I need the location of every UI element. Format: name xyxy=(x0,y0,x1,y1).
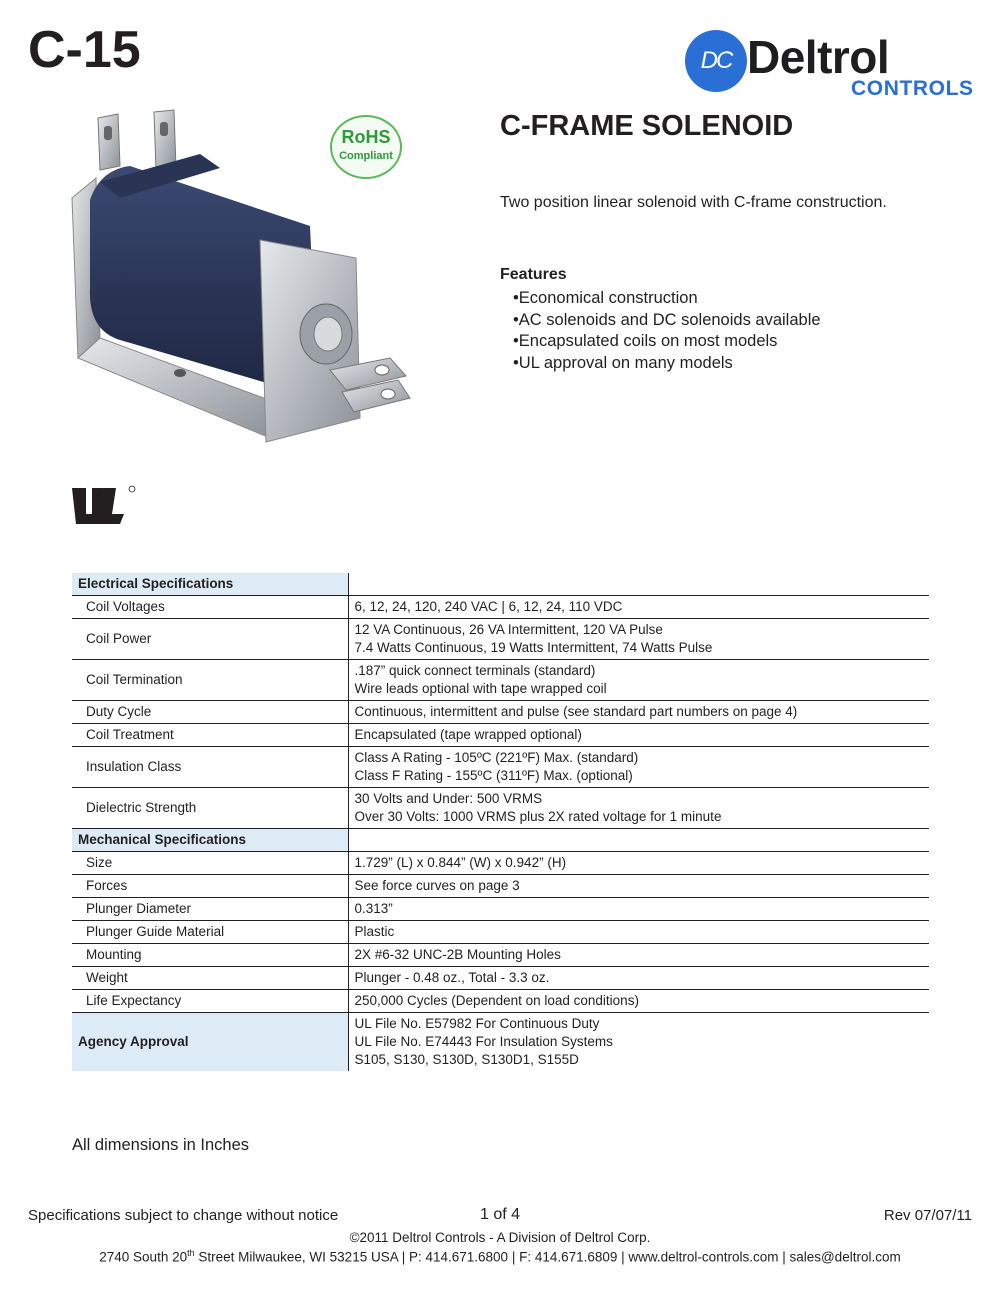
footer-address xyxy=(0,1248,1000,1265)
spec-label: Dielectric Strength xyxy=(72,788,348,829)
spec-value-line: S105, S130, S130D, S130D1, S155D xyxy=(354,1052,579,1067)
product-title: C-FRAME SOLENOID xyxy=(500,110,794,142)
spec-value xyxy=(348,1013,929,1072)
footer-notice: Specifications subject to change without notice xyxy=(28,1207,339,1224)
spec-value xyxy=(348,701,929,724)
feature-item: • AC solenoids and DC solenoids available xyxy=(513,310,821,332)
deltrol-logo xyxy=(683,28,973,104)
spec-value-line: Plunger - 0.48 oz., Total - 3.3 oz. xyxy=(354,970,550,985)
spec-value xyxy=(348,921,929,944)
spec-label: Coil Voltages xyxy=(72,596,348,619)
table-row xyxy=(72,724,929,747)
spec-label: Agency Approval xyxy=(72,1013,348,1072)
spec-value-line: 0.313” xyxy=(354,901,393,916)
spec-value-line: Encapsulated (tape wrapped optional) xyxy=(354,727,582,742)
address-ordinal: th xyxy=(187,1248,195,1258)
spec-label: Mounting xyxy=(72,944,348,967)
spec-value xyxy=(348,944,929,967)
dimensions-note: All dimensions in Inches xyxy=(72,1136,250,1154)
spec-value-line: 12 VA Continuous, 26 VA Intermittent, 120 VA Pulse xyxy=(354,622,663,637)
spec-value xyxy=(348,573,929,596)
table-row xyxy=(72,944,929,967)
table-row xyxy=(72,747,929,788)
spec-label: Insulation Class xyxy=(72,747,348,788)
spec-value xyxy=(348,990,929,1013)
logo-name: Deltrol xyxy=(747,31,890,83)
spec-value xyxy=(348,967,929,990)
spec-value xyxy=(348,829,929,852)
table-row xyxy=(72,660,929,701)
spec-value xyxy=(348,619,929,660)
table-row xyxy=(72,596,929,619)
address-contact: Street Milwaukee, WI 53215 USA | P: 414.671.6800 | F: 414.671.6809 | www.deltrol-controls.com | sales@deltrol.com xyxy=(194,1249,901,1265)
spec-label: Plunger Diameter xyxy=(72,898,348,921)
table-row xyxy=(72,619,929,660)
spec-label: Size xyxy=(72,852,348,875)
table-row xyxy=(72,852,929,875)
spec-value-line: Wire leads optional with tape wrapped coil xyxy=(354,681,607,696)
rohs-label: RoHS xyxy=(341,127,391,147)
table-row xyxy=(72,875,929,898)
spec-value-line: Plastic xyxy=(354,924,395,939)
spec-label: Weight xyxy=(72,967,348,990)
mechanical-section-header xyxy=(72,829,929,852)
feature-item: • Economical construction xyxy=(513,288,821,310)
spec-value-line: UL File No. E57982 For Continuous Duty xyxy=(354,1016,600,1031)
spec-value-line: 2X #6-32 UNC-2B Mounting Holes xyxy=(354,947,561,962)
rohs-compliant-label: Compliant xyxy=(339,150,393,162)
electrical-section-header xyxy=(72,573,929,596)
features-heading: Features xyxy=(500,266,567,283)
agency-approval-row xyxy=(72,1013,929,1072)
spec-label: Coil Treatment xyxy=(72,724,348,747)
specifications-table xyxy=(72,573,929,1071)
spec-label: Forces xyxy=(72,875,348,898)
spec-value-line: Class A Rating - 105ºC (221ºF) Max. (standard) xyxy=(354,750,639,765)
spec-value-line: 30 Volts and Under: 500 VRMS xyxy=(354,791,543,806)
spec-label: Plunger Guide Material xyxy=(72,921,348,944)
table-row xyxy=(72,788,929,829)
spec-value-line: Continuous, intermittent and pulse (see standard part numbers on page 4) xyxy=(354,704,798,719)
table-row xyxy=(72,701,929,724)
spec-label: Duty Cycle xyxy=(72,701,348,724)
spec-value-line: Over 30 Volts: 1000 VRMS plus 2X rated voltage for 1 minute xyxy=(354,809,722,824)
spec-value xyxy=(348,747,929,788)
spec-value xyxy=(348,596,929,619)
spec-value-line: .187” quick connect terminals (standard) xyxy=(354,663,596,678)
table-row xyxy=(72,990,929,1013)
spec-value xyxy=(348,660,929,701)
spec-label: Coil Termination xyxy=(72,660,348,701)
ul-recognized-icon xyxy=(70,484,140,528)
spec-value xyxy=(348,788,929,829)
spec-label: Mechanical Specifications xyxy=(72,829,348,852)
spec-value-line: 1.729” (L) x 0.844” (W) x 0.942” (H) xyxy=(354,855,567,870)
rohs-badge xyxy=(330,115,402,179)
logo-subtitle: CONTROLS xyxy=(851,77,974,100)
spec-label: Life Expectancy xyxy=(72,990,348,1013)
spec-label: Coil Power xyxy=(72,619,348,660)
spec-value xyxy=(348,852,929,875)
table-row xyxy=(72,921,929,944)
page-number: 1 of 4 xyxy=(479,1206,521,1223)
spec-value xyxy=(348,898,929,921)
spec-value-line: 7.4 Watts Continuous, 19 Watts Intermittent, 74 Watts Pulse xyxy=(354,640,713,655)
table-row xyxy=(72,967,929,990)
address-street: 2740 South 20 xyxy=(99,1249,188,1265)
logo-badge-icon xyxy=(685,30,747,92)
table-row xyxy=(72,898,929,921)
spec-value-line: See force curves on page 3 xyxy=(354,878,520,893)
spec-label: Electrical Specifications xyxy=(72,573,348,596)
spec-value-line: 6, 12, 24, 120, 240 VAC | 6, 12, 24, 110 VDC xyxy=(354,599,623,614)
product-description: Two position linear solenoid with C-frame construction. xyxy=(500,194,887,211)
feature-item: • UL approval on many models xyxy=(513,353,821,375)
logo-initials: DC xyxy=(700,47,732,74)
spec-value xyxy=(348,724,929,747)
spec-value-line: UL File No. E74443 For Insulation Systems xyxy=(354,1034,613,1049)
revision-date: Rev 07/07/11 xyxy=(883,1207,972,1224)
features-list xyxy=(513,288,821,374)
model-number: C-15 xyxy=(28,21,141,79)
spec-value-line: Class F Rating - 155ºC (311ºF) Max. (optional) xyxy=(354,768,633,783)
footer-copyright: ©2011 Deltrol Controls - A Division of Deltrol Corp. xyxy=(349,1230,651,1245)
feature-item: • Encapsulated coils on most models xyxy=(513,331,821,353)
spec-value xyxy=(348,875,929,898)
spec-value-line: 250,000 Cycles (Dependent on load conditions) xyxy=(354,993,639,1008)
